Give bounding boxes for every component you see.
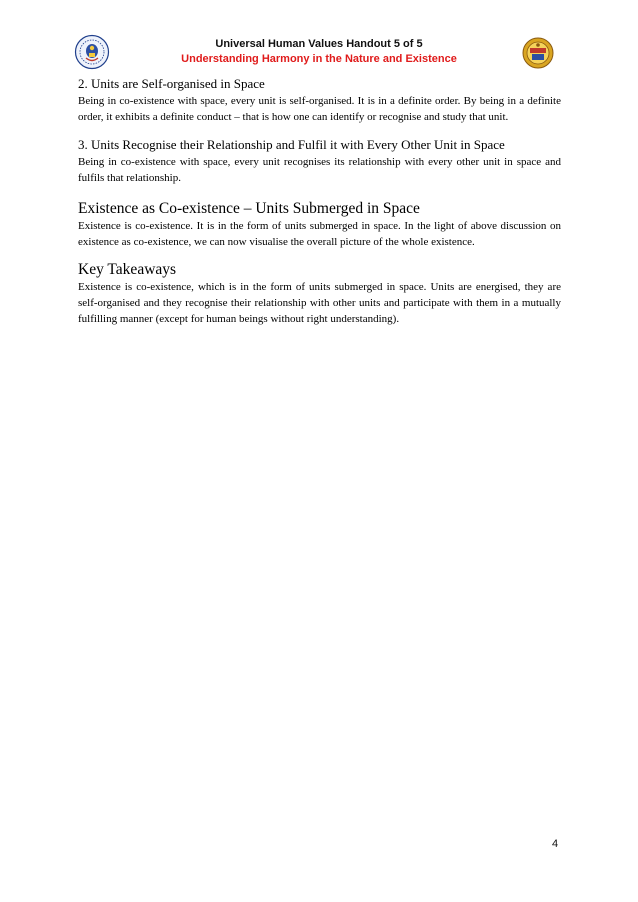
section-paragraph: Existence is co-existence. It is in the form of units submerged in space. In the light of above discussion on existence as co-existence, we can now visualise the overall picture of the whole existence. (78, 220, 561, 248)
section-heading: 3. Units Recognise their Relationship and Fulfil it with Every Other Unit in Space (78, 137, 505, 152)
section-heading-large: Existence as Co-existence – Units Submerged in Space (78, 200, 420, 217)
section-heading: 2. Units are Self-organised in Space (78, 76, 265, 91)
handout-subtitle: Understanding Harmony in the Nature and Existence (181, 53, 457, 65)
main-content (78, 76, 561, 327)
section-paragraph: Existence is co-existence, which is in the form of units submerged in space. Units are energised, they are self-organised and they recognise their relationship with other units and participate with them in a mutually fulfilling manner (except for human beings without right understanding). (78, 281, 561, 325)
page-number: 4 (552, 838, 559, 850)
handout-title: Universal Human Values Handout 5 of 5 (215, 38, 423, 50)
section-paragraph: Being in co-existence with space, every unit is self-organised. It is in a definite order. By being in a definite order, it exhibits a definite conduct – that is how one can identify or recognise and study that unit. (78, 95, 561, 123)
section-heading-large: Key Takeaways (78, 261, 177, 278)
section-paragraph: Being in co-existence with space, every unit recognises its relationship with every other unit in space and fulfils that relationship. (78, 156, 561, 184)
